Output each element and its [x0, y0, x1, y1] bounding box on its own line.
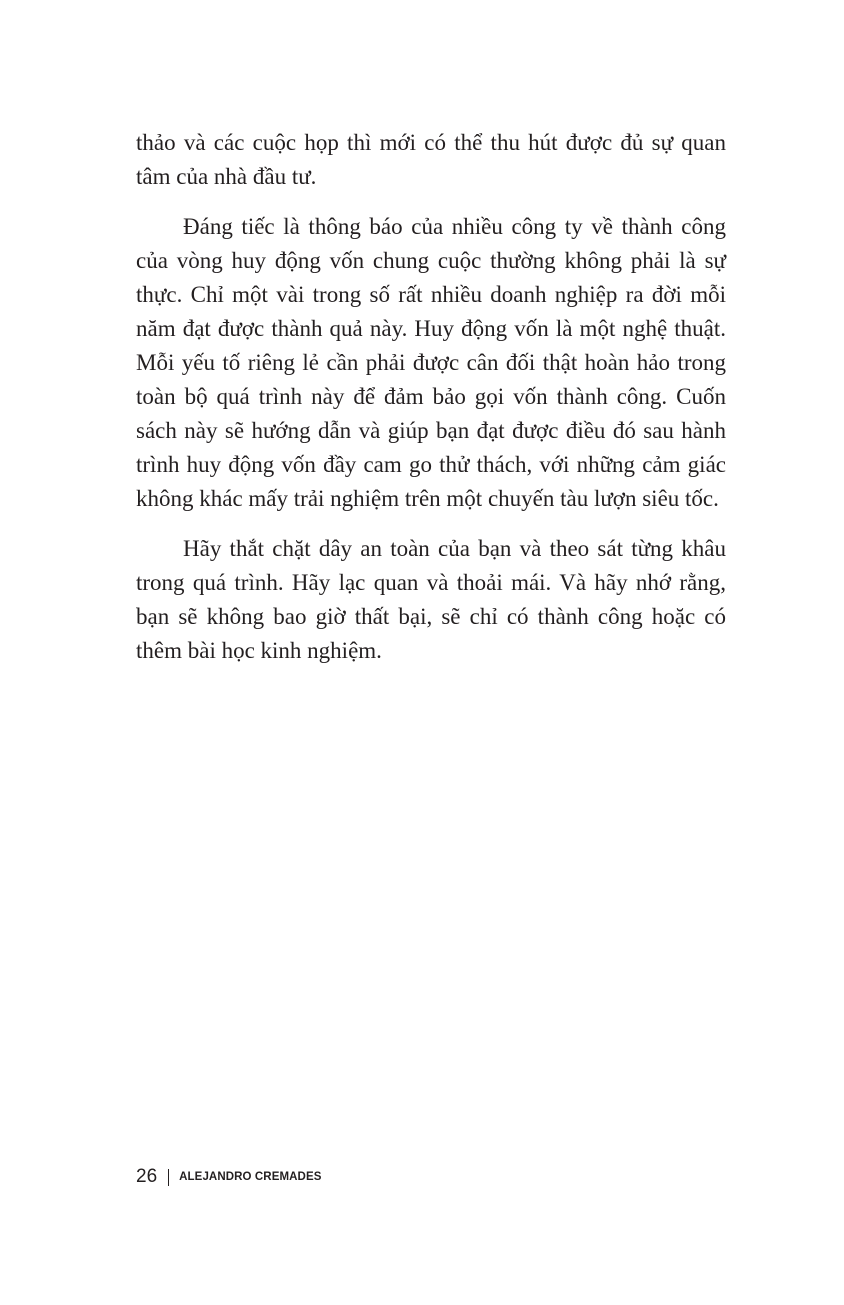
- paragraph: Đáng tiếc là thông báo của nhiều công ty về thành công của vòng huy động vốn chung cuộc thường không phải là sự thực. Chỉ một vài trong số rất nhiều doanh nghiệp ra đời mỗi năm đạt được thành quả này. Huy động vốn là một nghệ thuật. Mỗi yếu tố riêng lẻ cần phải được cân đối thật hoàn hảo trong toàn bộ quá trình này để đảm bảo gọi vốn thành công. Cuốn sách này sẽ hướng dẫn và giúp bạn đạt được điều đó sau hành trình huy động vốn đầy cam go thử thách, với những cảm giác không khác mấy trải nghiệm trên một chuyến tàu lượn siêu tốc.: [136, 214, 726, 511]
- running-author: ALEJANDRO CREMADES: [179, 1171, 322, 1183]
- page-number: 26: [136, 1166, 158, 1187]
- body-text: [136, 126, 726, 684]
- paragraph-continuation: thảo và các cuộc họp thì mới có thể thu hút được đủ sự quan tâm của nhà đầu tư.: [136, 130, 726, 189]
- page-footer: [136, 1164, 322, 1190]
- paragraph: Hãy thắt chặt dây an toàn của bạn và theo sát từng khâu trong quá trình. Hãy lạc quan và thoải mái. Và hãy nhớ rằng, bạn sẽ không bao giờ thất bại, sẽ chỉ có thành công hoặc có thêm bài học kinh nghiệm.: [136, 536, 726, 663]
- footer-divider: [168, 1169, 169, 1186]
